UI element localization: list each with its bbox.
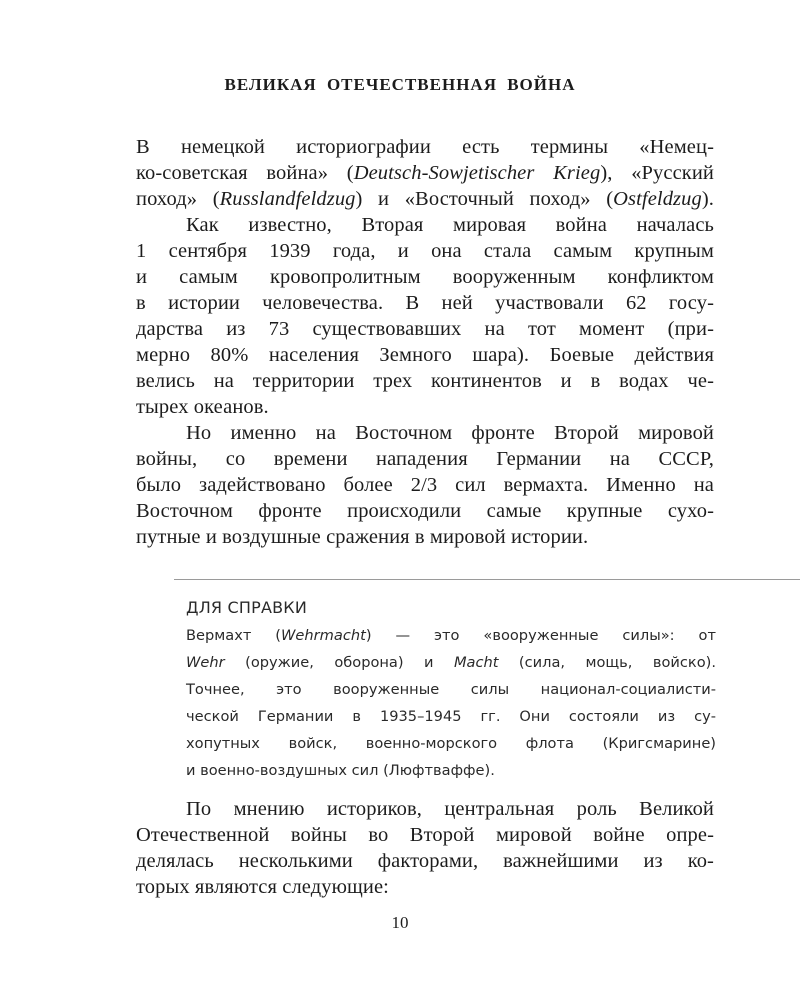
text-line: Восточном фронте происходили самые крупные сухо- (136, 500, 714, 522)
text-fragment: поход» ( (136, 188, 220, 210)
text-line: путные и воздушные сражения в мировой истории. (136, 526, 589, 548)
text-line: было задействовано более 2/3 сил вермахта. Именно на (136, 474, 714, 496)
text-line: войны, со времени нападения Германии на СССР, (136, 448, 714, 470)
text-fragment: ) — это «вооруженные силы»: от (365, 627, 716, 644)
paragraph-first-line: По мнению историков, центральная роль Великой (186, 798, 714, 820)
text-fragment: ) и «Восточный поход» ( (355, 188, 614, 210)
text-line (136, 186, 714, 212)
text-line: в истории человечества. В ней участвовали 62 госу- (136, 292, 714, 314)
chapter-header: ВЕЛИКАЯ ОТЕЧЕСТВЕННАЯ ВОЙНА (224, 75, 576, 94)
text-fragment: ко-советская война» ( (136, 162, 354, 184)
text-fragment: ), «Русский (600, 162, 714, 184)
text-fragment: (оружие, оборона) и (224, 654, 454, 671)
text-fragment: (сила, мощь, войско). (498, 654, 716, 671)
text-line: Отечественной войны во Второй мировой войне опре- (136, 824, 714, 846)
text-line: 1 сентября 1939 года, и она стала самым крупным (136, 240, 714, 262)
text-line: велись на территории трех континентов и в водах че- (136, 370, 714, 392)
text-line: торых являются следующие: (136, 876, 389, 898)
german-term: Deutsch-Sowjetischer Krieg (353, 162, 601, 184)
text-line: дарства из 73 существовавших на тот момент (при- (136, 318, 714, 340)
text-line: и самым кровопролитным вооруженным конфликтом (136, 266, 714, 288)
text-line: тырех океанов. (136, 396, 269, 418)
german-term: Russlandfeldzug (219, 188, 356, 210)
text-line (136, 160, 714, 186)
sidebox-line: ческой Германии в 1935–1945 гг. Они состояли из су- (186, 708, 716, 725)
text-line: делялась несколькими факторами, важнейшими из ко- (136, 850, 714, 872)
paragraph-first-line: Но именно на Восточном фронте Второй мировой (186, 422, 714, 444)
page-number: 10 (391, 913, 409, 932)
sidebox-line: хопутных войск, военно-морского флота (Кригсмарине) (186, 735, 716, 752)
text-fragment: ). (701, 188, 714, 210)
sidebox-line (186, 649, 716, 676)
sidebox-line: Точнее, это вооруженные силы национал-социалисти- (186, 681, 716, 698)
german-term: Macht (453, 654, 499, 671)
main-text-block (136, 134, 714, 550)
sidebox-line (186, 622, 716, 649)
text-fragment: Вермахт ( (186, 627, 281, 644)
text-line: В немецкой историографии есть термины «Немец- (136, 136, 714, 158)
german-term: Ostfeldzug (613, 188, 702, 210)
german-term: Wehr (186, 654, 225, 671)
sidebox-line: и военно-воздушных сил (Люфтваффе). (186, 762, 495, 779)
paragraph-first-line: Как известно, Вторая мировая война началась (186, 214, 714, 236)
text-line: мерно 80% населения Земного шара). Боевые действия (136, 344, 714, 366)
german-term: Wehrmacht (281, 627, 366, 644)
main-text-block-2 (136, 796, 714, 900)
sidebox-divider (174, 579, 800, 580)
reference-sidebox (186, 596, 716, 784)
sidebox-title: ДЛЯ СПРАВКИ (186, 598, 308, 617)
